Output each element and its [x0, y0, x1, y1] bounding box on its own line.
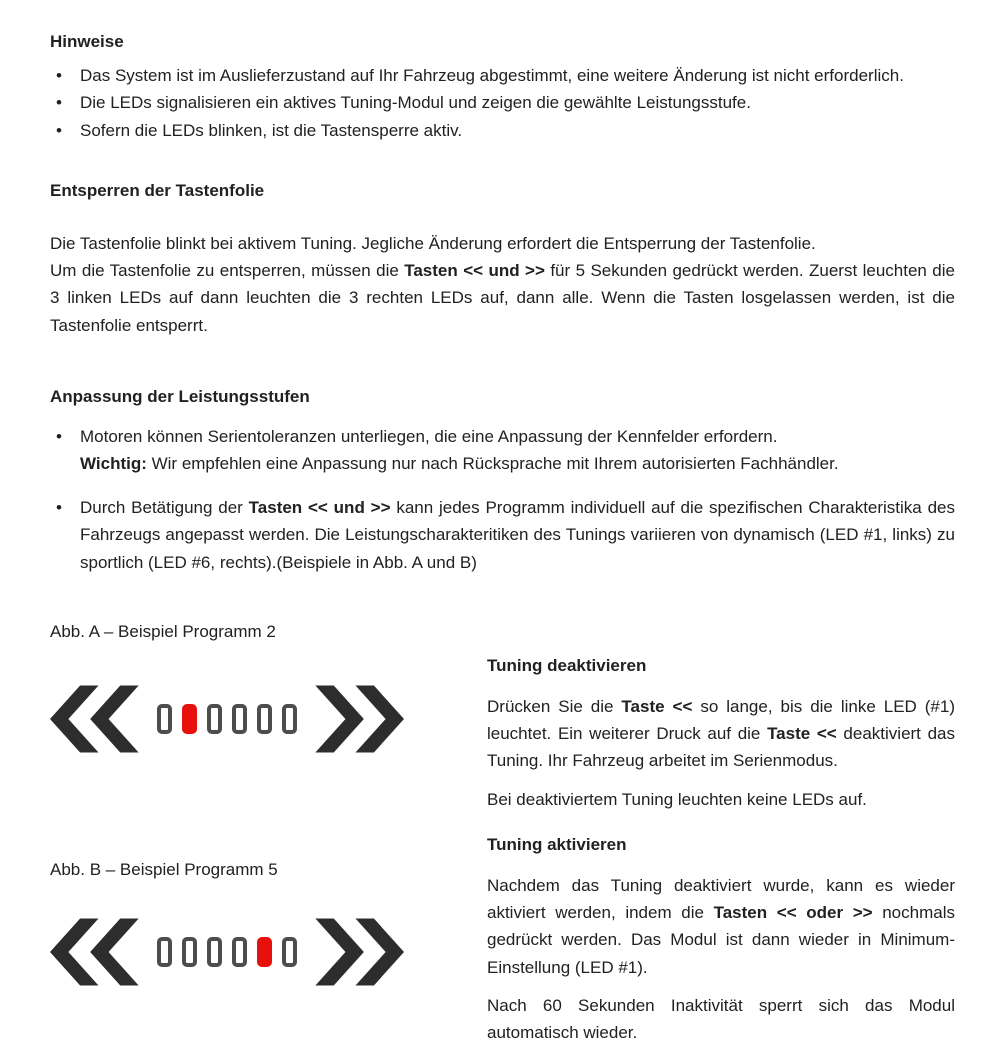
text-run: kann jedes Programm individuell auf die spezifischen Charakteristika des Fahrzeugs angepasst werden. Die Leistungscharakteritiken des Tunings variieren von dynamisch (LED #1, links) zu sportlich (LED #6, rechts).(Beispiele in Abb. A und B): [80, 498, 955, 572]
bullet-icon: •: [56, 498, 62, 518]
bold-text-run: Tasten << oder >>: [713, 903, 873, 923]
double-chevron-right-icon: [312, 915, 404, 989]
bold-text-run: Wichtig:: [80, 454, 147, 474]
led-6: [282, 937, 297, 967]
figure-b-label: Abb. B – Beispiel Programm 5: [50, 860, 278, 879]
led-6: [282, 704, 297, 734]
figures-column: [50, 618, 487, 1057]
bullet-text: [80, 494, 955, 576]
led-strip: [157, 704, 297, 734]
anpassung-heading: Anpassung der Leistungsstufen: [50, 386, 310, 406]
section-entsperren: [50, 177, 955, 339]
bullet-icon: •: [56, 120, 62, 140]
section-anpassung: [50, 383, 955, 576]
bullet-text: Sofern die LEDs blinken, ist die Tastensperre aktiv.: [80, 120, 463, 140]
list-item: [50, 62, 955, 89]
bold-text-run: Taste <<: [621, 697, 693, 716]
bold-text-run: Tasten << und >>: [404, 261, 545, 281]
led-1: [157, 704, 172, 734]
bullet-text: Das System ist im Auslieferzustand auf Ihr Fahrzeug abgestimmt, eine weitere Änderung ist nicht erforderlich.: [80, 66, 904, 86]
anpassung-list: [50, 423, 955, 576]
text-run: für 5 Sekunden gedrückt werden. Zuerst leuchten die 3 linken LEDs auf dann leuchten die 3 rechten LEDs auf, dann alle. Wenn die Tasten losgelassen werden, ist die Tastenfolie entsperrt.: [50, 261, 955, 335]
tuning-deaktivieren-paragraph-1: [487, 693, 955, 775]
bullet-icon: •: [56, 66, 62, 86]
entsperren-heading: Entsperren der Tastenfolie: [50, 180, 265, 200]
led-4: [232, 704, 247, 734]
bullet-text: [80, 423, 955, 477]
led-1: [157, 937, 172, 967]
hinweise-list: [50, 62, 955, 144]
double-chevron-left-icon: [50, 682, 142, 756]
section-hinweise: [50, 28, 955, 144]
figure-a-graphic: [50, 682, 487, 756]
led-5-active: [257, 937, 272, 967]
led-5: [257, 704, 272, 734]
text-run: deaktiviert das Tuning. Ihr Fahrzeug arbeitet im Serienmodus.: [487, 724, 955, 771]
text-run: nochmals gedrückt werden. Das Modul ist dann wieder in Minimum-Einstellung (LED #1).: [487, 903, 955, 977]
entsperren-paragraph-1: Die Tastenfolie blinkt bei aktivem Tuning. Jegliche Änderung erfordert die Entsperrung der Tastenfolie.: [50, 233, 816, 253]
tuning-aktivieren-paragraph-1: [487, 872, 955, 981]
figure-a-label: Abb. A – Beispiel Programm 2: [50, 621, 276, 641]
text-run: Durch Betätigung der: [80, 498, 249, 518]
list-item: [50, 423, 955, 477]
double-chevron-right-icon: [312, 682, 404, 756]
text-run: so lange, bis die linke LED (#1) leuchtet. Ein weiterer Druck auf die: [487, 697, 955, 744]
tuning-deaktivieren-paragraph-2: Bei deaktiviertem Tuning leuchten keine LEDs auf.: [487, 789, 867, 809]
double-chevron-left-icon: [50, 915, 142, 989]
anpassung-bullet1-line2: [80, 450, 955, 477]
list-item: [50, 89, 955, 116]
led-3: [207, 937, 222, 967]
led-3: [207, 704, 222, 734]
text-run: Drücken Sie die: [487, 697, 622, 716]
figure-b-graphic: [50, 915, 487, 989]
bold-text-run: Tasten << und >>: [248, 498, 391, 518]
bullet-icon: •: [56, 426, 62, 446]
led-2: [182, 937, 197, 967]
instructions-column: [487, 618, 955, 1057]
figures-and-instructions: [50, 618, 955, 1057]
figure-b: [50, 856, 487, 989]
text-run: Wir empfehlen eine Anpassung nur nach Rücksprache mit Ihrem autorisierten Fachhändler.: [146, 454, 839, 474]
text-run: Um die Tastenfolie zu entsperren, müssen die: [50, 261, 405, 281]
entsperren-paragraph-2: [50, 257, 955, 339]
anpassung-bullet1-line1: Motoren können Serientoleranzen unterliegen, die eine Anpassung der Kennfelder erfordern.: [80, 426, 778, 446]
hinweise-heading: Hinweise: [50, 32, 124, 51]
bullet-icon: •: [56, 93, 62, 113]
tuning-aktivieren-paragraph-2: Nach 60 Sekunden Inaktivität sperrt sich das Modul automatisch wieder.: [487, 995, 955, 1042]
bullet-text: Die LEDs signalisieren ein aktives Tuning-Modul und zeigen die gewählte Leistungsstufe.: [80, 93, 751, 113]
figure-a: [50, 618, 487, 756]
led-strip: [157, 937, 297, 967]
list-item: [50, 494, 955, 576]
text-run: Nachdem das Tuning deaktiviert wurde, kann es wieder aktiviert werden, indem die: [487, 875, 955, 923]
led-2-active: [182, 704, 197, 734]
bold-text-run: Taste <<: [767, 724, 837, 744]
led-4: [232, 937, 247, 967]
tuning-aktivieren-heading: Tuning aktivieren: [487, 834, 627, 854]
tuning-deaktivieren-heading: Tuning deaktivieren: [487, 655, 647, 675]
list-item: [50, 117, 955, 144]
